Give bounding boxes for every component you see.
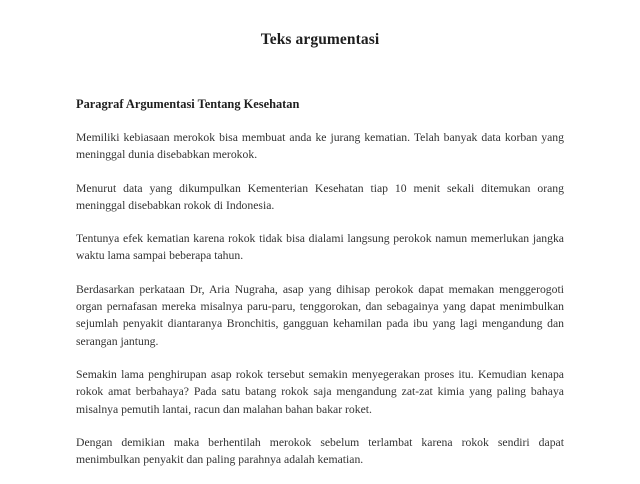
- paragraph-6: Dengan demikian maka berhentilah merokok sebelum terlambat karena rokok sendiri dapat menimbulkan penyakit dan paling parahnya adalah kematian.: [76, 435, 564, 467]
- paragraph-5: Semakin lama penghirupan asap rokok tersebut semakin menyegerakan proses itu. Kemudian kenapa rokok amat berbahaya? Pada satu batang rokok saja mengandung zat-zat kimia yang paling bahaya misalnya pemutih lantai, racun dan malahan bahan bakar roket.: [76, 367, 564, 416]
- paragraph-3: Tentunya efek kematian karena rokok tidak bisa dialami langsung perokok namun memerlukan jangka waktu lama sampai beberapa tahun.: [76, 232, 564, 263]
- paragraph-1: Memiliki kebiasaan merokok bisa membuat anda ke jurang kematian. Telah banyak data korban yang meninggal dunia disebabkan merokok.: [76, 131, 564, 162]
- document-title: Teks argumentasi: [260, 31, 380, 48]
- section-heading: Paragraf Argumentasi Tentang Kesehatan: [76, 97, 300, 111]
- document-body: [76, 97, 564, 484]
- paragraph-2: Menurut data yang dikumpulkan Kementerian Kesehatan tiap 10 menit sekali ditemukan orang meninggal disebabkan rokok di Indonesia.: [76, 181, 564, 212]
- paragraph-4: Berdasarkan perkataan Dr, Aria Nugraha, asap yang dihisap perokok dapat memakan menggerogoti organ pernafasan mereka misalnya paru-paru, tenggorokan, dan sebagainya yang dapat menimbulkan sejumlah penyakit diantaranya Bronchitis, gangguan kehamilan pada ibu yang lagi mengandung dan serangan jantung.: [76, 282, 564, 348]
